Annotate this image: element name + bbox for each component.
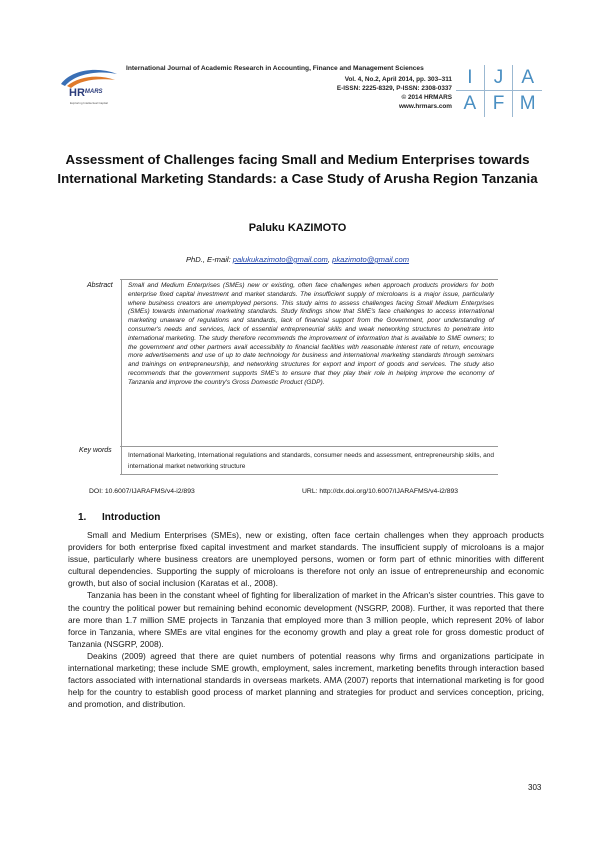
journal-name: International Journal of Academic Research in Accounting, Finance and Management Sciences: [126, 65, 424, 72]
section-number: 1.: [78, 512, 87, 523]
abstract-rule-mid: [120, 446, 498, 447]
volume-line: Vol. 4, No.2, April 2014, pp. 303–311: [344, 76, 452, 83]
ijar-letter: J: [485, 65, 514, 91]
url-link[interactable]: URL: http://dx.doi.org/10.6007/IJARAFMS/v4-i2/893: [302, 488, 459, 495]
affiliation-prefix: PhD., E-mail:: [185, 255, 233, 264]
abstract-text: Small and Medium Enterprises (SMEs) new or existing, often face challenges when approach products providers for both enterprise fixed capital investment and market standards. The insufficient supply of microloans is a major issue, particularly where business creators are unemployed persons. This study aims to assess challenges facing Small Medium Enterprises (SMEs) towards international marketing standards. Study findings show that SME's face challenges to access international marketing unaware of regulations and standards, lack of financial support from the Government, poor understanding of consumer's needs and services, lack of essential entrepreneurial skills and weak networking structures to penetrate into international marketing. The study therefore recommends the improvement of information that is available to SME owners; to the government and other partners avail accessibility to financial facilities with reasonable interest rate of return, encourage more advertisements and use of up to date technology for business and international marketing standards through seminars and trainings on entrepreneurship, and networking structures for export and import of goods and services. The study also recommends that the government supports SME's to ensure that they play their role in helping improve the economy of Tanzania and improve the country's Gross Domestic Product (GDP).: [128, 282, 494, 386]
section-title: Introduction: [102, 512, 161, 523]
ijar-letter: F: [485, 91, 514, 117]
journal-info: [126, 64, 452, 111]
abstract-rule-top: [120, 279, 498, 280]
copyright-line: © 2014 HRMARS: [401, 94, 452, 101]
logo-tagline: Exploring Intellectual Capital: [70, 101, 108, 105]
author-affiliation: [0, 255, 595, 264]
paragraph: Deakins (2009) agreed that there are quiet numbers of potential reasons why firms and organizations participate in international marketing; these include SME growth, employment, sales increment, marketing benefits through interaction based factors associated with international standards in overseas markets. AMA (2007) reports that international marketing is for good help for the country to establish good process of market planning and strategies for product and services conception, pricing, and promotion, and distribution.: [68, 650, 544, 710]
ijar-letter: A: [513, 65, 542, 91]
issn-line: E-ISSN: 2225-8329, P-ISSN: 2308-0337: [336, 85, 452, 92]
ijar-letter: A: [456, 91, 485, 117]
email-link-2[interactable]: pkazimoto@gmail.com: [332, 255, 410, 264]
ijarafms-logo: [456, 65, 542, 117]
section-heading: [78, 512, 160, 523]
email-separator: ,: [327, 255, 333, 264]
page-number: 303: [528, 783, 542, 792]
website-line[interactable]: www.hrmars.com: [398, 103, 452, 110]
abstract-label: Abstract: [87, 282, 113, 289]
article-title: Assessment of Challenges facing Small and Medium Enterprises towards International Marketing Standards: a Case Study of Arusha Region Tanzania: [57, 152, 538, 186]
keywords-label: Key words: [79, 447, 112, 454]
logo-text: $HR^{MARS}$: [69, 87, 103, 99]
abstract-rule-bottom: [120, 474, 498, 475]
paragraph: Small and Medium Enterprises (SMEs), new or existing, often face certain challenges when they approach products providers for both enterprise fixed capital investment and market standards. The insufficient supply of microloans is a major issue, particularly where business creators are unemployed persons, women or form part of ethnic minorities with different cultural dependencies. Supporting the supply of microloans is therefore not only an issue of entrepreneurship and economic growth, but also of social inclusion (Karatas et al., 2008).: [68, 530, 544, 589]
email-link-1[interactable]: palukukazimoto@gmail.com: [232, 255, 328, 264]
body-text: [68, 529, 544, 710]
paragraph: Tanzania has been in the constant wheel of fighting for liberalization of market in the African's sister countries. This gave to the country the political power but remaining behind economic development (NSGRP, 2008). Further, it was reported that there are more than 1.7 million SME projects in Tanzania that employed more than 3 million people, which represent 20% of labor force in Tanzania, where SMEs are vital engines for the economy growth and play a great role for gross domestic product of Tanzania (NSGRP, 2008).: [68, 590, 544, 649]
doi-link[interactable]: DOI: 10.6007/IJARAFMS/v4-i2/893: [89, 488, 195, 495]
keywords-text: International Marketing, International regulations and standards, consumer needs and assessment, entrepreneurship skills, and international market networking structure: [128, 452, 495, 470]
author-name: Paluku KAZIMOTO: [248, 222, 347, 234]
abstract-rule-left: [121, 279, 122, 474]
hrmars-logo: [57, 66, 121, 110]
ijar-letter: M: [519, 93, 536, 114]
ijar-letter: I: [456, 65, 485, 91]
